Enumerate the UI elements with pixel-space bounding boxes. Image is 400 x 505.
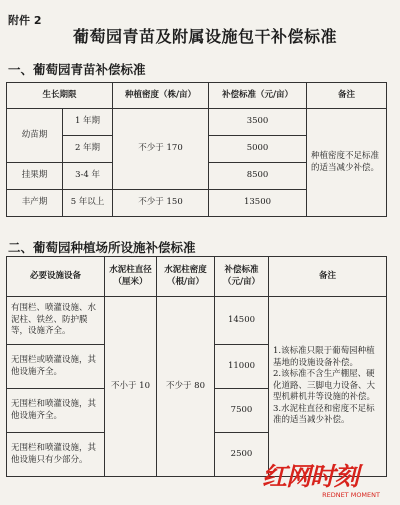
facility-compensation-table [6, 256, 387, 477]
table-header-row [7, 257, 387, 297]
amount-cell: 3500 [209, 109, 307, 136]
amount-cell: 8500 [209, 163, 307, 190]
col-note: 备注 [307, 83, 387, 109]
col-density: 种植密度（株/亩） [113, 83, 209, 109]
facility-cell: 无围栏和喷灌设施，其他设施齐全。 [7, 389, 105, 433]
col-diameter: 水泥柱直径（厘米） [105, 257, 157, 297]
group-young: 幼苗期 [7, 109, 63, 163]
note-cell: 种植密度不足标准的适当减少补偿。 [307, 109, 387, 217]
watermark-sub: REDNET MOMENT [322, 491, 380, 499]
amount-cell: 5000 [209, 136, 307, 163]
post-density-cell: 不少于 80 [157, 297, 215, 477]
amount-cell: 14500 [215, 297, 269, 345]
density-cell: 不少于 150 [113, 190, 209, 217]
table-row [7, 297, 387, 345]
facility-cell: 无围栏和喷灌设施，其他设施只有少部分。 [7, 433, 105, 477]
amount-cell: 13500 [209, 190, 307, 217]
facility-cell: 无围栏或喷灌设施，其他设施齐全。 [7, 345, 105, 389]
section2-heading: 二、葡萄园种植场所设施补偿标准 [8, 240, 196, 255]
section1-heading: 一、葡萄园青苗补偿标准 [8, 62, 146, 77]
watermark-logo [262, 457, 382, 499]
note-item: 2.该标准不含生产棚屋、硬化道路、三脚电力设备、大型机耕机井等设施的补偿。 [273, 369, 376, 403]
watermark-brand: 红网时刻 [262, 462, 359, 491]
period-cell: 1 年期 [63, 109, 113, 136]
notes-cell [269, 297, 387, 477]
amount-cell: 11000 [215, 345, 269, 389]
amount-cell: 7500 [215, 389, 269, 433]
col-post-density: 水泥柱密度（根/亩） [157, 257, 215, 297]
col-note: 备注 [269, 257, 387, 297]
col-standard: 补偿标准（元/亩） [209, 83, 307, 109]
note-item: 1.该标准只限于葡萄园种植基地的设施设备补偿。 [273, 346, 375, 368]
col-growth-period: 生长期限 [7, 83, 113, 109]
seedling-compensation-table [6, 82, 387, 217]
attachment-label: 附件 2 [8, 14, 42, 27]
col-standard: 补偿标准（元/亩） [215, 257, 269, 297]
group-fruit: 挂果期 [7, 163, 63, 190]
density-cell: 不少于 170 [113, 109, 209, 190]
table-header-row [7, 83, 387, 109]
note-item: 3.水泥柱直径和密度不足标准的适当减少补偿。 [273, 403, 375, 426]
col-facility: 必要设施设备 [7, 257, 105, 297]
group-full: 丰产期 [7, 190, 63, 217]
facility-cell: 有围栏、喷灌设施、水泥柱、铁丝、防护膜等，设施齐全。 [7, 297, 105, 345]
amount-cell: 2500 [215, 433, 269, 477]
period-cell: 3-4 年 [63, 163, 113, 190]
diameter-cell: 不小于 10 [105, 297, 157, 477]
table-row [7, 109, 387, 136]
period-cell: 2 年期 [63, 136, 113, 163]
period-cell: 5 年以上 [63, 190, 113, 217]
document-title: 葡萄园青苗及附属设施包干补偿标准 [72, 27, 337, 46]
